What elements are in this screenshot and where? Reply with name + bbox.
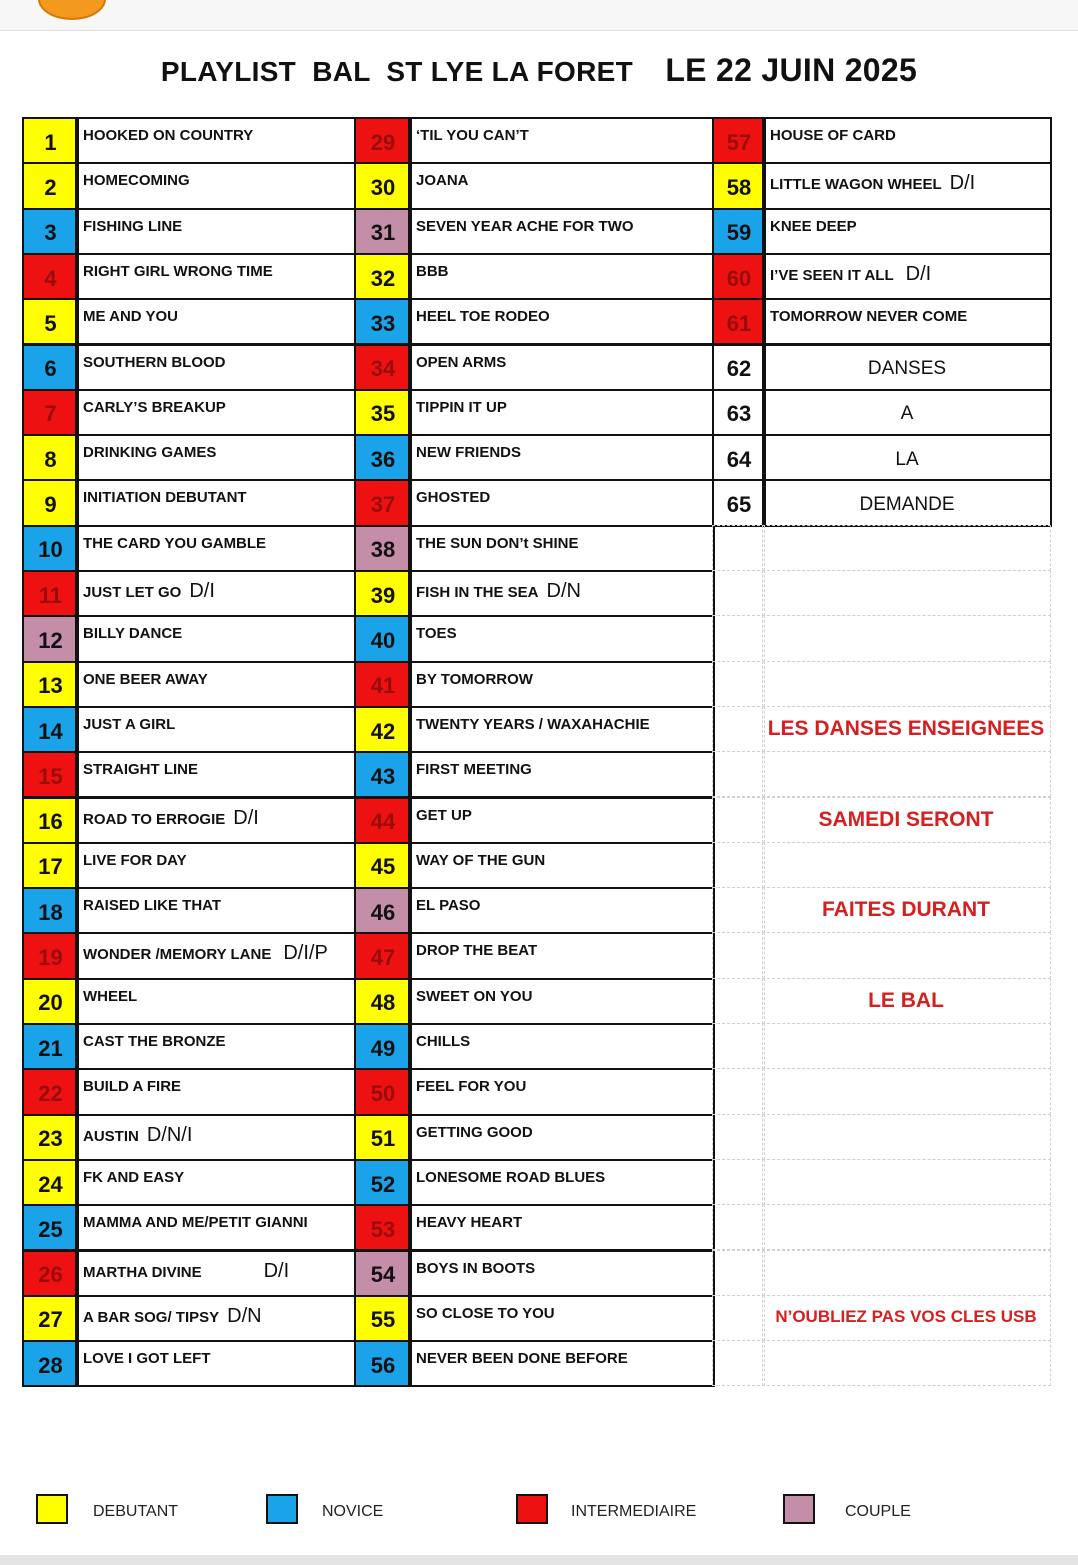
empty-cell (712, 842, 765, 888)
track-title: MAMMA AND ME/PETIT GIANNI (83, 1214, 308, 1232)
track-title: HEEL TOE RODEO (416, 308, 550, 326)
track-title-cell (408, 978, 715, 1025)
title-main: PLAYLIST BAL ST LYE LA FORET (160, 56, 633, 87)
level-tag: D/I (949, 172, 976, 195)
info-note: SAMEDI SERONT (818, 807, 994, 831)
track-title-cell (408, 344, 715, 391)
empty-cell (762, 1204, 1051, 1250)
track-title-cell (75, 1340, 358, 1387)
track-title: STRAIGHT LINE (83, 761, 198, 779)
track-title: BBB (416, 262, 449, 280)
track-number: 50 (354, 1068, 412, 1115)
track-title-cell (408, 932, 715, 979)
track-title-cell (75, 615, 358, 662)
track-title: LONESOME ROAD BLUES (416, 1168, 606, 1186)
info-note: N’OUBLIEZ PAS VOS CLES USB (775, 1306, 1037, 1326)
track-title: ONE BEER AWAY (83, 670, 208, 688)
track-title-cell (75, 253, 358, 300)
track-title: CHILLS (416, 1033, 471, 1050)
empty-cell (762, 661, 1051, 707)
track-title: ROAD TO ERROGIE (83, 810, 226, 828)
track-title-cell (408, 162, 715, 209)
track-number: 31 (354, 208, 412, 255)
empty-cell (762, 842, 1051, 888)
track-number: 26 (22, 1250, 79, 1297)
track-title-cell (408, 298, 715, 345)
level-tag: D/I (233, 806, 259, 829)
track-number: 51 (354, 1114, 412, 1161)
track-title-cell (408, 887, 715, 934)
track-title-cell (75, 1114, 358, 1161)
empty-cell (712, 1250, 765, 1296)
track-title-cell (75, 525, 358, 572)
track-number: 23 (22, 1114, 79, 1161)
track-title: CAST THE BRONZE (83, 1033, 226, 1050)
track-number: 41 (354, 661, 412, 708)
track-title: BY TOMORROW (416, 670, 533, 688)
empty-cell (762, 615, 1051, 661)
track-title: I’VE SEEN IT ALL (770, 266, 894, 284)
track-number: 63 (712, 389, 766, 436)
track-number: 30 (354, 162, 412, 209)
track-title-cell (408, 208, 715, 255)
track-title-cell (408, 1159, 715, 1206)
track-title-cell (75, 389, 358, 436)
track-title-cell (762, 117, 1052, 164)
track-title: HOOKED ON COUNTRY (83, 127, 254, 144)
level-tag: D/I (905, 262, 932, 285)
empty-cell (712, 525, 765, 571)
track-number: 25 (22, 1204, 79, 1251)
top-bar (0, 0, 1078, 31)
track-title: DEMANDE (859, 494, 955, 516)
track-number: 52 (354, 1159, 412, 1206)
track-title-cell (408, 842, 715, 889)
track-title: SWEET ON YOU (416, 987, 533, 1005)
track-title-cell (75, 887, 358, 934)
empty-cell (762, 1159, 1051, 1205)
empty-cell (762, 1068, 1051, 1114)
track-title: TOMORROW NEVER COME (770, 308, 968, 326)
empty-cell (712, 1295, 765, 1341)
track-title: BOYS IN BOOTS (416, 1259, 536, 1277)
track-title-cell (408, 570, 715, 617)
track-number: 46 (354, 887, 412, 934)
empty-cell (762, 1250, 1051, 1296)
empty-cell (712, 1204, 765, 1250)
track-title-cell (75, 1204, 358, 1251)
track-title: INITIATION DEBUTANT (83, 489, 247, 507)
track-number: 29 (354, 117, 412, 164)
track-number: 2 (22, 162, 79, 209)
track-title: SO CLOSE TO YOU (416, 1304, 555, 1322)
track-title-cell (762, 479, 1052, 526)
empty-cell (712, 615, 765, 661)
info-note: LES DANSES ENSEIGNEES (767, 716, 1045, 740)
track-number: 10 (22, 525, 79, 572)
track-title: SEVEN YEAR ACHE FOR TWO (416, 217, 634, 235)
track-number: 24 (22, 1159, 79, 1206)
track-title: FEEL FOR YOU (416, 1078, 527, 1096)
track-title: FK AND EASY (83, 1168, 185, 1186)
track-title-cell (75, 706, 358, 753)
track-number: 6 (22, 344, 79, 391)
empty-cell (712, 1340, 765, 1386)
track-title: AUSTIN (83, 1127, 139, 1145)
track-number: 56 (354, 1340, 412, 1387)
track-number: 44 (354, 797, 412, 844)
track-number: 54 (354, 1250, 412, 1297)
track-title: GETTING GOOD (416, 1123, 533, 1141)
track-title: ME AND YOU (83, 308, 179, 326)
empty-cell (712, 932, 765, 978)
track-number: 21 (22, 1023, 79, 1070)
info-note: LE BAL (868, 988, 944, 1012)
level-tag: D/N (546, 580, 581, 602)
track-title-cell (408, 706, 715, 753)
track-number: 18 (22, 887, 79, 934)
track-title: CARLY’S BREAKUP (83, 398, 226, 416)
track-number: 33 (354, 298, 412, 345)
info-note: FAITES DURANT (822, 898, 990, 922)
track-title-cell (75, 434, 358, 481)
track-title-cell (408, 1023, 715, 1070)
track-title: DANSES (867, 358, 947, 380)
track-title-cell (762, 344, 1052, 391)
track-number: 22 (22, 1068, 79, 1115)
track-title-cell (408, 117, 715, 164)
track-title-cell (408, 661, 715, 708)
track-number: 65 (712, 479, 766, 526)
track-title: FIRST MEETING (416, 761, 532, 779)
track-title-cell (762, 389, 1052, 436)
track-title: EL PASO (416, 897, 481, 915)
level-tag: D/I (189, 580, 215, 602)
empty-cell (712, 1023, 765, 1069)
track-number: 34 (354, 344, 412, 391)
track-number: 15 (22, 751, 79, 798)
track-title: A (900, 403, 914, 425)
track-number: 39 (354, 570, 412, 617)
track-title: KNEE DEEP (770, 217, 857, 235)
track-title-cell (408, 1114, 715, 1161)
page-title (0, 52, 1078, 89)
track-title: JUST LET GO (83, 584, 182, 601)
track-title-cell (75, 1295, 358, 1342)
track-title: WHEEL (83, 987, 138, 1005)
track-title: WONDER /MEMORY LANE (83, 946, 272, 964)
track-number: 61 (712, 298, 766, 345)
bottom-bar (0, 1555, 1078, 1565)
legend-label: NOVICE (322, 1503, 384, 1520)
track-number: 38 (354, 525, 412, 572)
track-title-cell (75, 1068, 358, 1115)
legend-swatch-couple (783, 1494, 815, 1524)
track-title-cell (762, 162, 1052, 209)
track-title: LA (895, 448, 919, 470)
track-title-cell (408, 1204, 715, 1251)
track-title: GET UP (416, 806, 472, 824)
legend-swatch-intermediaire (516, 1494, 548, 1524)
track-title: NEVER BEEN DONE BEFORE (416, 1350, 628, 1368)
track-title: A BAR SOG/ TIPSY (83, 1308, 220, 1326)
track-title: MARTHA DIVINE (83, 1263, 202, 1281)
track-title-cell (75, 162, 358, 209)
track-title: LIVE FOR DAY (83, 851, 187, 869)
track-title-cell (762, 253, 1052, 300)
track-title-cell (75, 978, 358, 1025)
track-title: BUILD A FIRE (83, 1078, 182, 1096)
track-title: THE SUN DON’t SHINE (416, 534, 579, 552)
track-number: 32 (354, 253, 412, 300)
empty-cell (712, 570, 765, 616)
empty-cell (712, 1159, 765, 1205)
track-title-cell (75, 1250, 358, 1297)
track-title-cell (75, 479, 358, 526)
track-number: 53 (354, 1204, 412, 1251)
level-tag: D/I (263, 1259, 290, 1282)
track-number: 11 (22, 570, 79, 617)
track-number: 35 (354, 389, 412, 436)
track-number: 13 (22, 661, 79, 708)
track-title: BILLY DANCE (83, 625, 183, 643)
track-number: 58 (712, 162, 766, 209)
empty-cell (762, 525, 1051, 571)
track-title-cell (408, 479, 715, 526)
track-title-cell (408, 797, 715, 844)
track-number: 40 (354, 615, 412, 662)
track-number: 28 (22, 1340, 79, 1387)
track-number: 42 (354, 706, 412, 753)
track-title-cell (75, 570, 358, 617)
track-title: FISHING LINE (83, 217, 183, 235)
legend (0, 1490, 1078, 1530)
track-title: RAISED LIKE THAT (83, 897, 222, 915)
track-title: RIGHT GIRL WRONG TIME (83, 262, 273, 280)
track-title: LOVE I GOT LEFT (83, 1350, 211, 1368)
track-title: TIPPIN IT UP (416, 398, 507, 416)
track-number: 36 (354, 434, 412, 481)
empty-cell (712, 1068, 765, 1114)
track-title: TOES (416, 625, 457, 643)
track-title-cell (75, 797, 358, 844)
track-title-cell (75, 1159, 358, 1206)
track-title-cell (408, 253, 715, 300)
track-title: JOANA (416, 172, 469, 190)
level-tag: D/N/I (146, 1123, 193, 1146)
track-title: HOMECOMING (83, 172, 190, 190)
track-title: HOUSE OF CARD (770, 127, 896, 144)
track-title-cell (408, 525, 715, 572)
track-number: 9 (22, 479, 79, 526)
track-title-cell (408, 1295, 715, 1342)
track-title-cell (75, 117, 358, 164)
track-title-cell (408, 1250, 715, 1297)
track-title-cell (75, 1023, 358, 1070)
track-title-cell (408, 615, 715, 662)
empty-cell (712, 661, 765, 707)
track-number: 7 (22, 389, 79, 436)
track-number: 59 (712, 208, 766, 255)
track-number: 47 (354, 932, 412, 979)
track-number: 37 (354, 479, 412, 526)
legend-label: COUPLE (845, 1503, 911, 1520)
track-number: 49 (354, 1023, 412, 1070)
logo-icon (38, 0, 106, 20)
track-title-cell (408, 434, 715, 481)
track-number: 43 (354, 751, 412, 798)
track-number: 4 (22, 253, 79, 300)
track-title: OPEN ARMS (416, 353, 507, 371)
empty-cell (712, 1114, 765, 1160)
track-number: 17 (22, 842, 79, 889)
track-number: 62 (712, 344, 766, 391)
track-title: ‘TIL YOU CAN’T (416, 127, 529, 144)
empty-cell (762, 1023, 1051, 1069)
empty-cell (762, 751, 1051, 797)
track-title-cell (75, 842, 358, 889)
track-number: 12 (22, 615, 79, 662)
track-title: THE CARD YOU GAMBLE (83, 534, 267, 552)
track-title-cell (408, 389, 715, 436)
track-title: WAY OF THE GUN (416, 851, 546, 869)
track-title-cell (75, 344, 358, 391)
track-title: HEAVY HEART (416, 1214, 523, 1232)
track-title-cell (408, 1340, 715, 1387)
track-title: NEW FRIENDS (416, 444, 521, 462)
track-number: 3 (22, 208, 79, 255)
level-tag: D/I/P (283, 942, 328, 965)
empty-cell (762, 932, 1051, 978)
track-number: 27 (22, 1295, 79, 1342)
track-title: SOUTHERN BLOOD (83, 353, 226, 371)
track-number: 64 (712, 434, 766, 481)
track-title: FISH IN THE SEA (416, 584, 539, 601)
track-title-cell (75, 298, 358, 345)
track-title: GHOSTED (416, 489, 491, 507)
track-title-cell (408, 751, 715, 798)
empty-cell (712, 751, 765, 797)
empty-cell (762, 570, 1051, 616)
track-number: 48 (354, 978, 412, 1025)
track-number: 57 (712, 117, 766, 164)
legend-swatch-debutant (36, 1494, 68, 1524)
track-title-cell (75, 661, 358, 708)
empty-cell (712, 978, 765, 1024)
track-title-cell (762, 298, 1052, 345)
empty-cell (762, 1114, 1051, 1160)
track-number: 1 (22, 117, 79, 164)
track-title-cell (75, 932, 358, 979)
track-number: 45 (354, 842, 412, 889)
track-title-cell (408, 1068, 715, 1115)
title-date: LE 22 JUIN 2025 (665, 52, 918, 88)
legend-label: INTERMEDIAIRE (571, 1503, 697, 1520)
track-number: 8 (22, 434, 79, 481)
empty-cell (712, 797, 765, 843)
legend-label: DEBUTANT (93, 1503, 179, 1520)
track-title: DROP THE BEAT (416, 942, 538, 960)
track-title: TWENTY YEARS / WAXAHACHIE (416, 715, 650, 733)
track-number: 55 (354, 1295, 412, 1342)
track-number: 19 (22, 932, 79, 979)
track-number: 20 (22, 978, 79, 1025)
empty-cell (712, 887, 765, 933)
track-title: DRINKING GAMES (83, 444, 217, 462)
track-number: 60 (712, 253, 766, 300)
empty-cell (712, 706, 765, 752)
track-title-cell (762, 434, 1052, 481)
track-title: JUST A GIRL (83, 715, 176, 733)
legend-swatch-novice (266, 1494, 298, 1524)
track-title-cell (762, 208, 1052, 255)
track-number: 14 (22, 706, 79, 753)
level-tag: D/N (227, 1304, 262, 1327)
track-title-cell (75, 208, 358, 255)
empty-cell (762, 1340, 1051, 1386)
track-number: 16 (22, 797, 79, 844)
track-title-cell (75, 751, 358, 798)
track-title: LITTLE WAGON WHEEL (770, 176, 942, 194)
track-number: 5 (22, 298, 79, 345)
